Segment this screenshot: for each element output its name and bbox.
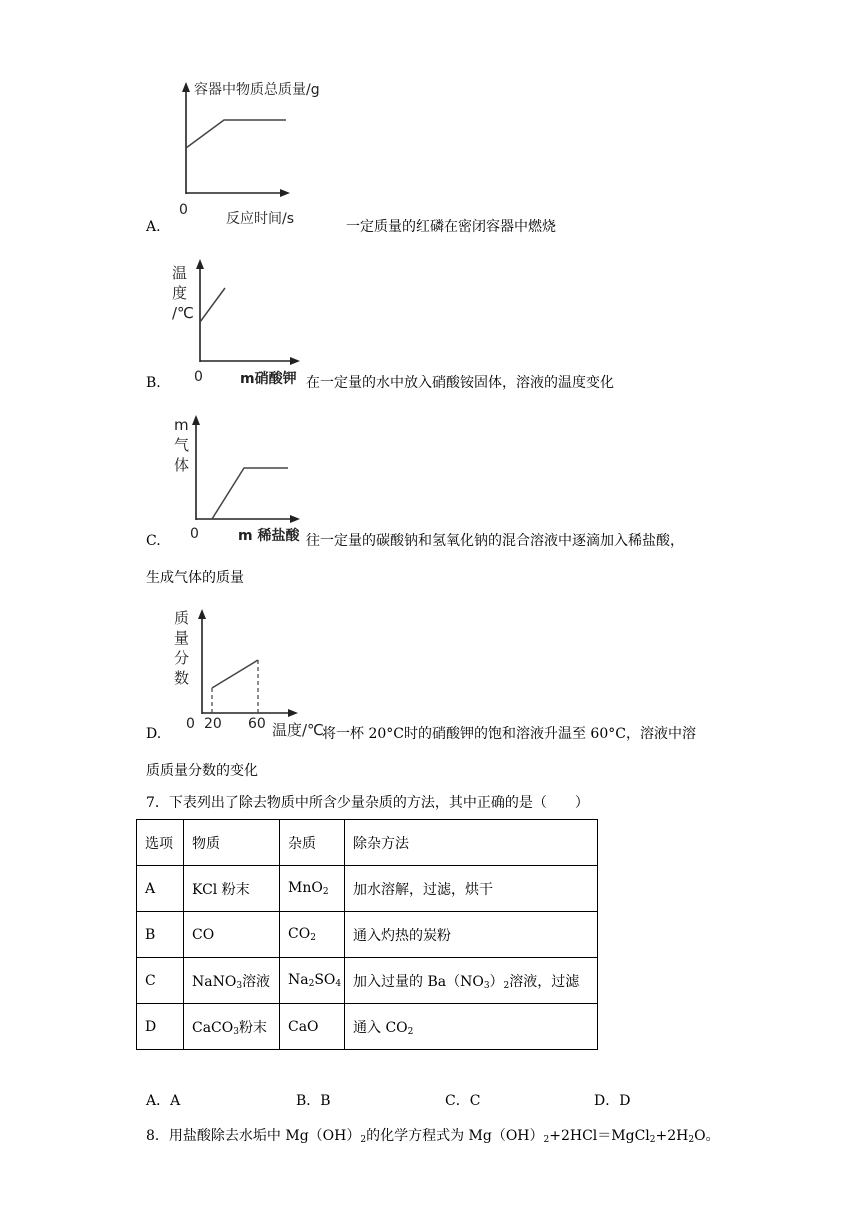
graph-d <box>168 604 328 740</box>
graph-c-origin: 0 <box>190 526 199 542</box>
graph-d-ylabel-1: 质 <box>174 609 190 627</box>
q7-header-method: 除杂方法 <box>345 820 598 866</box>
graph-c-y-arrow <box>192 415 200 425</box>
option-b-text: 在一定量的水中放入硝酸铵固体，溶液的温度变化 <box>306 375 614 391</box>
q7-row-impurity: MnO$_2$ <box>280 866 345 912</box>
table-row <box>137 912 598 958</box>
graph-d-origin: 0 <box>186 716 195 732</box>
q7-row-impurity: CaO <box>280 1004 345 1050</box>
table-row <box>137 1004 598 1050</box>
q7-row-substance: KCl 粉末 <box>184 866 280 912</box>
graph-d-xlabel: 温度/℃ <box>272 721 324 739</box>
graph-d-x-arrow <box>288 709 298 717</box>
q7-row-substance: CaCO$_3$粉末 <box>184 1004 280 1050</box>
q7-choice-a[interactable]: A．A <box>146 1093 181 1109</box>
option-a-letter: A. <box>146 219 161 235</box>
option-d-letter: D. <box>146 726 162 742</box>
graph-d-ylabel-4: 数 <box>174 669 190 687</box>
graph-a-origin: 0 <box>179 202 188 218</box>
graph-c-curve <box>212 468 288 519</box>
q7-table-header <box>137 820 598 866</box>
q7-choice-b[interactable]: B．B <box>296 1093 331 1109</box>
graph-c-ylabel-1: m <box>174 416 189 434</box>
option-a-text: 一定质量的红磷在密闭容器中燃烧 <box>346 219 556 235</box>
q7-row-method: 加水溶解，过滤，烘干 <box>345 866 598 912</box>
q7-row-method: 通入 $CO_2$ <box>345 1004 598 1050</box>
graph-d-ylabel-3: 分 <box>174 649 190 667</box>
graph-a-x-arrow <box>280 189 290 197</box>
option-d-text-2: 质质量分数的变化 <box>146 763 258 779</box>
q7-row-substance: NaNO$_3$溶液 <box>184 958 280 1004</box>
graph-b-curve <box>200 288 225 322</box>
graph-b-xlabel: m硝酸钾 <box>240 371 297 387</box>
graph-b <box>168 254 308 388</box>
graph-a-xlabel: 反应时间/s <box>226 211 295 227</box>
q7-row-option: C <box>137 958 184 1004</box>
q7-row-option: B <box>137 912 184 958</box>
graph-c-x-arrow <box>290 515 300 523</box>
graph-b-ylabel-3: /℃ <box>172 304 194 322</box>
graph-a <box>170 76 340 230</box>
graph-b-x-arrow <box>290 357 300 365</box>
q7-choice-d[interactable]: D．D <box>594 1093 631 1109</box>
option-c-text: 往一定量的碳酸钠和氢氧化钠的混合溶液中逐滴加入稀盐酸， <box>306 533 684 549</box>
graph-b-origin: 0 <box>194 369 203 385</box>
graph-d-curve <box>212 660 258 688</box>
q7-header-substance: 物质 <box>184 820 280 866</box>
graph-a-ylabel: 容器中物质总质量/g <box>194 82 320 98</box>
table-row <box>137 958 598 1004</box>
graph-b-y-arrow <box>196 259 204 269</box>
q7-header-option: 选项 <box>137 820 184 866</box>
option-c-letter: C. <box>146 533 161 549</box>
option-d-text: 将一杯 20°C时的硝酸钾的饱和溶液升温至 60°C，溶液中溶 <box>322 726 696 742</box>
graph-d-y-arrow <box>198 609 206 619</box>
graph-c <box>168 410 308 544</box>
table-row <box>137 866 598 912</box>
graph-c-ylabel-2: 气 <box>174 436 190 454</box>
graph-c-ylabel-3: 体 <box>174 456 190 474</box>
graph-b-ylabel-1: 温 <box>172 264 188 282</box>
q7-row-substance: CO <box>184 912 280 958</box>
graph-d-ylabel-2: 量 <box>174 629 190 647</box>
graph-d-tick-60: 60 <box>248 716 266 732</box>
q7-header-impurity: 杂质 <box>280 820 345 866</box>
graph-d-tick-20: 20 <box>204 716 222 732</box>
q7-row-impurity: $Na_2SO_4$ <box>280 958 345 1004</box>
q8-stem: 8．用盐酸除去水垢中 $Mg(OH)_2$的化学方程式为 $Mg(OH)_2+2HCl=MgCl_2+2H_2O$。 <box>146 1128 720 1145</box>
q7-stem: 7．下表列出了除去物质中所含少量杂质的方法，其中正确的是（ ） <box>146 795 589 811</box>
q7-table <box>136 819 598 1050</box>
graph-b-ylabel-2: 度 <box>172 284 188 302</box>
graph-a-y-arrow <box>182 82 190 92</box>
q7-row-impurity: $CO_2$ <box>280 912 345 958</box>
q7-row-method: 加入过量的 $Ba(NO_3)_2$溶液，过滤 <box>345 958 598 1004</box>
option-c-text-2: 生成气体的质量 <box>146 570 244 586</box>
graph-c-xlabel: m 稀盐酸 <box>238 528 300 544</box>
q7-row-method: 通入灼热的炭粉 <box>345 912 598 958</box>
q7-choice-c[interactable]: C．C <box>445 1093 481 1109</box>
q7-row-option: D <box>137 1004 184 1050</box>
graph-a-curve <box>186 120 286 148</box>
option-b-letter: B. <box>146 375 161 391</box>
q7-row-option: A <box>137 866 184 912</box>
